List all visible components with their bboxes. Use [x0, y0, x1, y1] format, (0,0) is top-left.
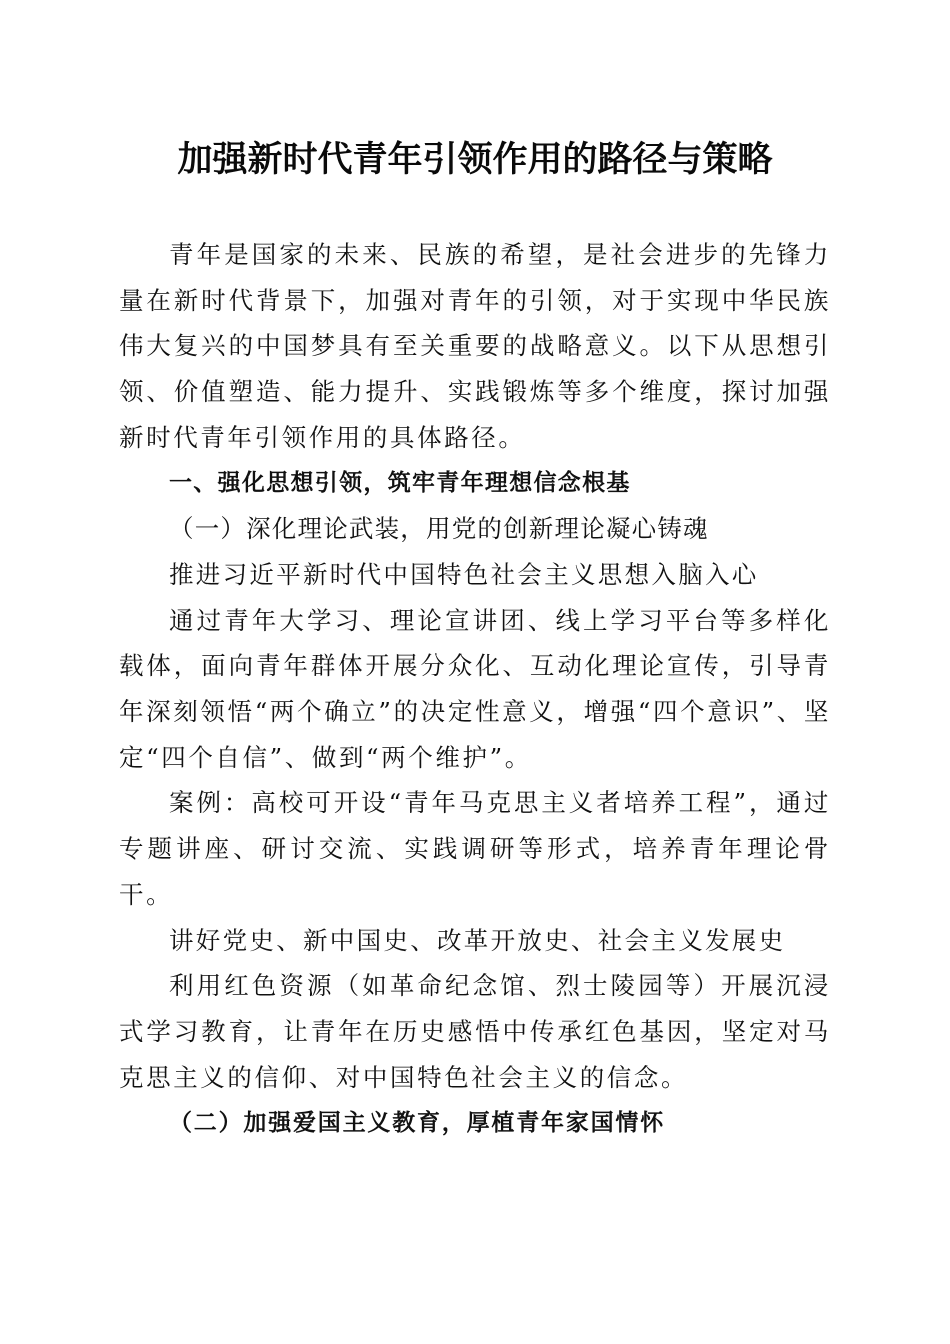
intro-paragraph: 青年是国家的未来、民族的希望，是社会进步的先锋力量在新时代背景下，加强对青年的引领，对于实现中华民族伟大复兴的中国梦具有至关重要的战略意义。以下从思想引领、价值塑造、能力提升、实践锻炼等多个维度，探讨加强新时代青年引领作用的具体路径。: [119, 240, 831, 452]
body-paragraph: 利用红色资源（如革命纪念馆、烈士陵园等）开展沉浸式学习教育，让青年在历史感悟中传承红色基因，坚定对马克思主义的信仰、对中国特色社会主义的信念。: [119, 971, 831, 1092]
document-title: 加强新时代青年引领作用的路径与策略: [177, 139, 773, 180]
point-heading: 推进习近平新时代中国特色社会主义思想入脑入心: [169, 559, 759, 589]
document-body: [119, 232, 831, 1146]
subsection-heading: （二）加强爱国主义教育，厚植青年家国情怀: [169, 1109, 665, 1137]
section-heading: 一、强化思想引领，筑牢青年理想信念根基: [169, 469, 631, 496]
case-paragraph: 案例：高校可开设“青年马克思主义者培养工程”，通过专题讲座、研讨交流、实践调研等形式，培养青年理论骨干。: [119, 788, 831, 909]
point-heading: 讲好党史、新中国史、改革开放史、社会主义发展史: [169, 925, 786, 955]
subsection-heading: （一）深化理论武装，用党的创新理论凝心铸魂: [169, 514, 709, 544]
body-paragraph: 通过青年大学习、理论宣讲团、线上学习平台等多样化载体，面向青年群体开展分众化、互动化理论宣传，引导青年深刻领悟“两个确立”的决定性意义，增强“四个意识”、坚定“四个自信”、做到“两个维护”。: [119, 605, 831, 772]
